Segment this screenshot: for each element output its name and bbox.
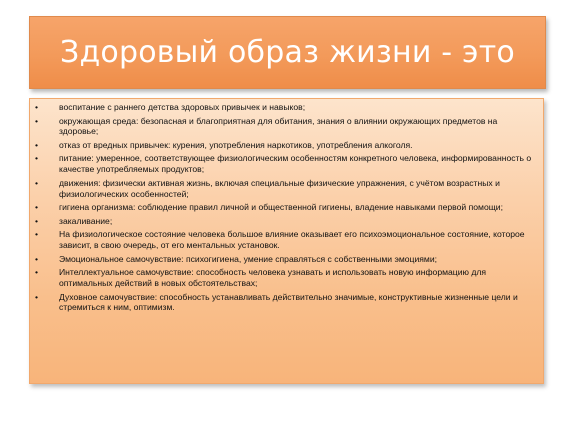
bullet-dot-icon: • (35, 229, 39, 240)
bullet-dot-icon: • (35, 115, 39, 126)
bullet-item (34, 254, 537, 265)
bullet-dot-icon: • (35, 139, 39, 150)
bullet-text: Интеллектуальное самочувствие: способность человека узнавать и использовать новую информацию для оптимальных действий в новых обстоятельствах; (59, 267, 487, 289)
bullet-item (34, 116, 537, 138)
bullet-item (34, 292, 537, 314)
bullet-item (34, 178, 537, 200)
bullet-item (34, 229, 537, 251)
bullet-text: движения: физически активная жизнь, включая специальные физические упражнения, с учётом возрастных и физиологических особенностей; (59, 177, 500, 199)
content-panel (29, 98, 544, 384)
bullet-item (34, 216, 537, 227)
bullet-item (34, 102, 537, 113)
bullet-item (34, 153, 537, 175)
bullet-text: питание: умеренное, соответствующее физиологическим особенностям конкретного человека, информированность о качестве употребляемых продуктов; (59, 153, 532, 175)
bullet-text: Духовное самочувствие: способность устанавливать действительно значимые, конструктивные жизненные цели и стремиться к ним, оптимизм. (59, 291, 518, 313)
bullet-dot-icon: • (35, 215, 39, 226)
bullet-dot-icon: • (35, 202, 39, 213)
bullet-text: воспитание с раннего детства здоровых привычек и навыков; (59, 102, 306, 112)
bullet-dot-icon: • (35, 153, 39, 164)
bullet-dot-icon: • (35, 253, 39, 264)
bullet-text: Эмоциональное самочувствие: психогигиена, умение справляться с собственными эмоциями; (59, 253, 438, 264)
bullet-text: закаливание; (59, 215, 113, 226)
bullet-text: На физиологическое состояние человека большое влияние оказывает его психоэмоциональное состояние, которое зависит, в свою очередь, от его ментальных установок. (59, 229, 525, 251)
bullet-text: гигиена организма: соблюдение правил личной и общественной гигиены, владение навыками первой помощи; (59, 202, 503, 213)
title-banner (29, 16, 546, 89)
bullet-item (34, 140, 537, 151)
bullet-text: окружающая среда: безопасная и благоприятная для обитания, знания о влиянии окружающих предметов на здоровье; (59, 115, 498, 137)
bullet-list (34, 102, 537, 313)
bullet-dot-icon: • (35, 291, 39, 302)
bullet-item (34, 267, 537, 289)
bullet-dot-icon: • (35, 177, 39, 188)
bullet-text: отказ от вредных привычек: курения, употребления наркотиков, употребления алкоголя. (59, 139, 413, 150)
slide-title: Здоровый образ жизни - это (60, 35, 515, 70)
bullet-item (34, 202, 537, 213)
bullet-dot-icon: • (35, 267, 39, 278)
bullet-dot-icon: • (35, 102, 39, 112)
